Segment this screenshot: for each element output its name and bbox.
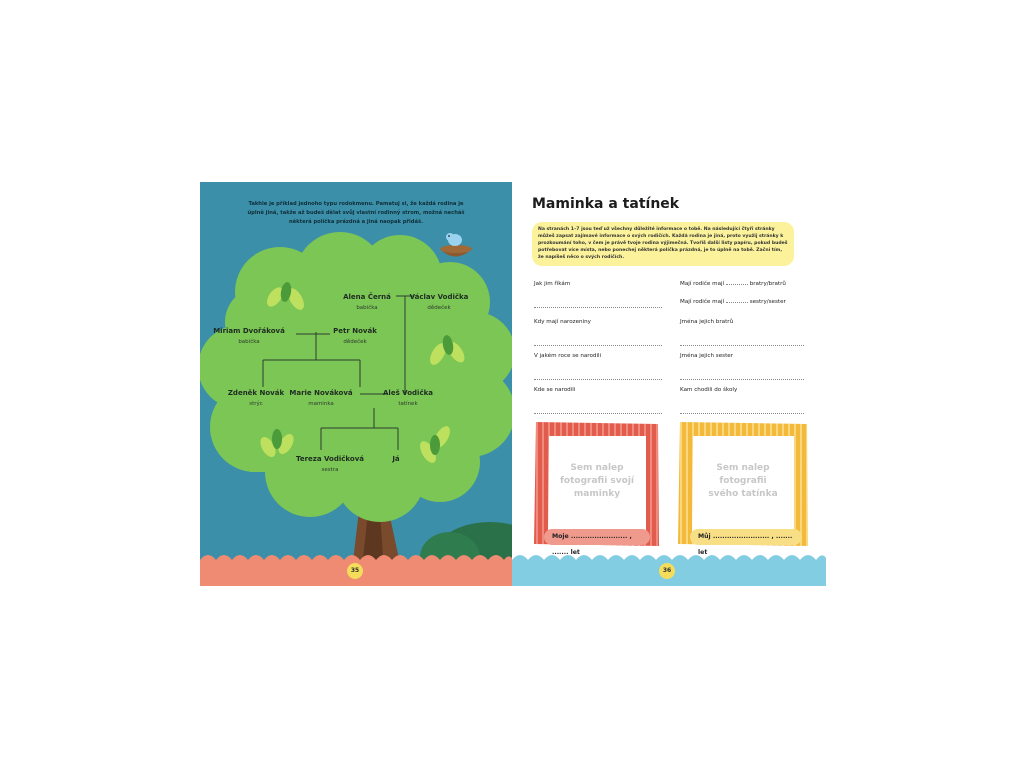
book-spread <box>200 182 826 586</box>
field-label: V jakém roce se narodili <box>534 353 602 359</box>
person-name: Václav Vodička <box>409 293 469 301</box>
photo-mother-label: Sem nalep fotografii svojí maminky <box>559 463 634 499</box>
photo-frames <box>512 182 826 586</box>
person-role: strýc <box>249 401 263 407</box>
tree-illustration <box>200 182 512 586</box>
person-name: Zdeněk Novák <box>227 389 285 397</box>
person-name: Já <box>392 455 400 463</box>
person-role: maminka <box>308 401 334 407</box>
page-title: Maminka a tatínek <box>532 196 680 212</box>
instruction-note: Na stranách 1–7 jsou teď už všechny důležité informace o tobě. Na následující čtyři stránky můžeš zapsat zajímavé informace o svých rodičích. Každá rodina je jiná, proto využij stránky k prozkoumání toho, v čem je právě tvoje rodina výjimečná. Tvoříš další listy papíru, pokud budeš potřebovat více místa, nebo ponechej některá políčka prázdná, je to úplně na tobě. Začni tím, že napíšeš něco o svých rodičích. <box>532 222 794 266</box>
person-name: Alena Černá <box>343 293 391 301</box>
person-name: Marie Nováková <box>289 389 353 397</box>
person-role: dědeček <box>343 339 367 345</box>
intro-text: Takhle je příklad jednoho typu rodokmenu. Pamatuj si, že každá rodina je úplně jiná, takže až budeš dělat svůj vlastní rodinný strom, možná necháš některá políčka prázdná a jiná naopak přidáš. <box>247 201 465 225</box>
person-name: Miriam Dvořáková <box>213 327 285 335</box>
person-ales <box>358 389 458 407</box>
field-suffix: bratry/bratrů <box>749 281 786 287</box>
person-name: Tereza Vodičková <box>296 455 364 463</box>
person-me <box>346 455 446 463</box>
right-page <box>512 182 826 586</box>
field-label: Mají rodiče mají <box>680 299 725 305</box>
field-suffix: sestry/sester <box>749 299 786 305</box>
person-role: sestra <box>321 467 339 473</box>
person-role: babička <box>238 339 260 345</box>
person-miriam <box>200 327 299 345</box>
field-label: Kdy mají narozeniny <box>534 319 591 325</box>
page-number: 35 <box>347 563 363 579</box>
person-role: tatínek <box>398 401 418 407</box>
person-marie <box>271 389 371 407</box>
field-label: Kam chodili do školy <box>680 387 738 393</box>
field-label: Jak jim říkám <box>534 281 571 287</box>
person-name: Petr Novák <box>333 327 377 335</box>
field-label: Jména jejich bratrů <box>680 319 734 325</box>
left-page <box>200 182 512 586</box>
field-label: Kde se narodili <box>534 387 576 393</box>
person-role: dědeček <box>427 305 451 311</box>
person-role: babička <box>356 305 378 311</box>
person-petr <box>305 327 405 345</box>
page-number: 36 <box>659 563 675 579</box>
person-name: Aleš Vodička <box>383 389 433 397</box>
field-label: Jména jejich sester <box>680 353 733 359</box>
person-vaclav <box>389 293 489 311</box>
father-caption[interactable]: Můj ........................ , ....... let <box>690 529 802 545</box>
field-label: Mají rodiče mají <box>680 281 725 287</box>
mother-caption[interactable]: Moje ........................ , ....... let <box>544 529 650 545</box>
photo-father-label: Sem nalep fotografii svého tatínka <box>708 463 778 499</box>
